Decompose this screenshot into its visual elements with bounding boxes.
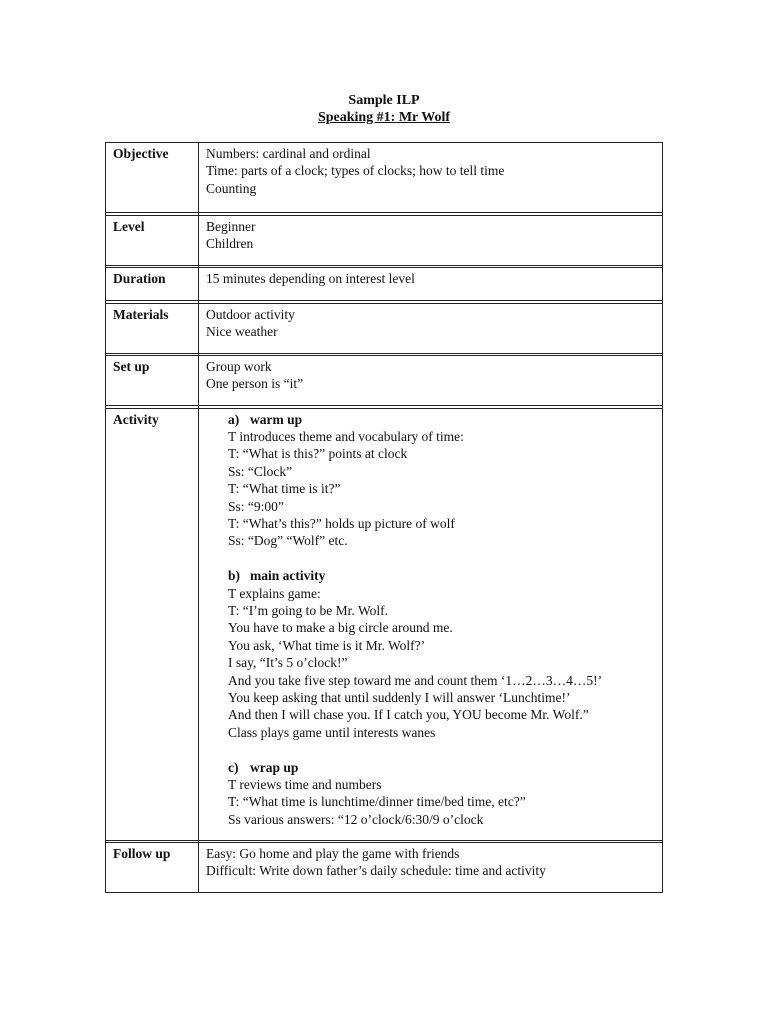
activity-line: Ss: “Clock” [228, 463, 293, 479]
activity-line: T introduces theme and vocabulary of time: [228, 428, 464, 444]
activity-line: T reviews time and numbers [228, 777, 382, 792]
activity-line: Class plays game until interests wanes [228, 724, 436, 740]
materials-content [199, 303, 663, 353]
followup-line: Difficult: Write down father’s daily schedule: time and activity [206, 863, 546, 879]
followup-content [199, 843, 663, 893]
warm-up-heading: a) warm up [228, 411, 303, 427]
activity-line: T: “What’s this?” holds up picture of wolf [228, 515, 455, 531]
level-content [199, 215, 663, 265]
section-spacer [206, 550, 656, 567]
lesson-plan-table [105, 142, 663, 893]
section-spacer [206, 741, 656, 758]
wrap-up-body [228, 776, 656, 828]
activity-line: T explains game: [228, 585, 321, 601]
document-title: Sample ILP [348, 93, 420, 108]
row-duration [106, 268, 663, 301]
duration-line: 15 minutes depending on interest level [206, 271, 415, 286]
objective-line: Counting [206, 180, 257, 196]
wrap-up-heading: c) wrap up [228, 759, 299, 775]
objective-line: Numbers: cardinal and ordinal [206, 146, 371, 161]
main-activity-heading: b) main activity [228, 568, 326, 584]
setup-line: One person is “it” [206, 376, 304, 392]
objective-line: Time: parts of a clock; types of clocks; how to tell time [206, 163, 505, 179]
warm-up-body [228, 428, 656, 550]
materials-label: Materials [106, 303, 199, 353]
activity-label: Activity [106, 408, 199, 840]
duration-label: Duration [106, 268, 199, 301]
duration-content [199, 268, 663, 301]
materials-line: Outdoor activity [206, 306, 295, 322]
level-label: Level [106, 215, 199, 265]
activity-line: I say, “It’s 5 o’clock!” [228, 655, 348, 671]
activity-line: Ss: “9:00” [228, 498, 284, 514]
row-level [106, 215, 663, 265]
objective-content [199, 143, 663, 213]
setup-line: Group work [206, 359, 272, 374]
setup-label: Set up [106, 356, 199, 406]
activity-line: You ask, ‘What time is it Mr. Wolf?’ [228, 637, 426, 653]
followup-label: Follow up [106, 843, 199, 893]
activity-content [199, 408, 663, 840]
activity-line: And you take five step toward me and count them ‘1…2…3…4…5!’ [228, 672, 603, 688]
materials-line: Nice weather [206, 323, 278, 339]
row-activity [106, 408, 663, 840]
level-line: Beginner [206, 218, 256, 234]
title-block [0, 92, 768, 126]
activity-line: T: “What time is it?” [228, 481, 341, 497]
activity-line: Ss: “Dog” “Wolf” etc. [228, 533, 348, 549]
objective-label: Objective [106, 143, 199, 213]
activity-line: You have to make a big circle around me. [228, 620, 453, 636]
level-line: Children [206, 235, 254, 251]
activity-line: You keep asking that until suddenly I will answer ‘Lunchtime!’ [228, 689, 571, 705]
row-followup [106, 843, 663, 893]
followup-line: Easy: Go home and play the game with friends [206, 846, 460, 861]
setup-content [199, 356, 663, 406]
row-objective [106, 143, 663, 213]
activity-line: T: “What time is lunchtime/dinner time/bed time, etc?” [228, 794, 526, 810]
activity-line: And then I will chase you. If I catch you, YOU become Mr. Wolf.” [228, 707, 589, 723]
main-activity-body [228, 585, 656, 742]
activity-line: Ss various answers: “12 o’clock/6:30/9 o’clock [228, 811, 484, 827]
row-materials [106, 303, 663, 353]
row-setup [106, 356, 663, 406]
document-subtitle: Speaking #1: Mr Wolf [317, 110, 451, 125]
activity-line: T: “I’m going to be Mr. Wolf. [228, 602, 388, 618]
activity-line: T: “What is this?” points at clock [228, 446, 408, 462]
